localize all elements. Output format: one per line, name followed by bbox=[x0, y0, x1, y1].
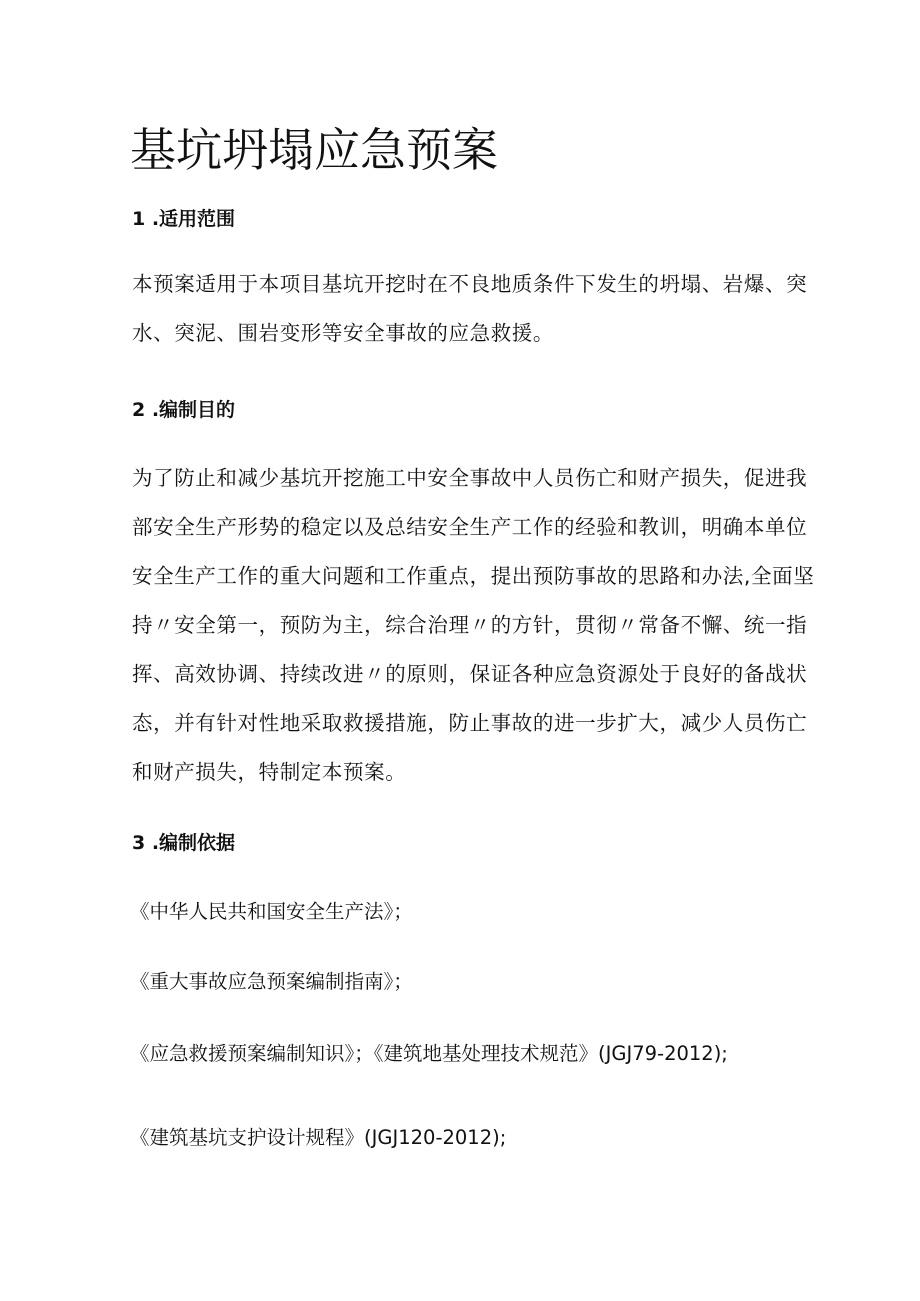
reference-item: 《应急救援预案编制知识》；《建筑地基处理技术规范》(JGJ79-2012); bbox=[130, 1042, 728, 1065]
section-2-paragraph bbox=[132, 454, 815, 797]
paragraph-line: 态，并有针对性地采取救援措施，防止事故的进一步扩大，减少人员伤亡 bbox=[132, 711, 808, 735]
section-1-paragraph bbox=[132, 260, 808, 358]
paragraph-line: 挥、高效协调、持续改进〃的原则，保证各种应急资源处于良好的备战状 bbox=[132, 662, 808, 686]
paragraph-line: 安全生产工作的重大问题和工作重点，提出预防事故的思路和办法,全面坚 bbox=[132, 564, 815, 588]
document-title: 基坑坍塌应急预案 bbox=[130, 123, 498, 177]
section-1-heading: 1 .适用范围 bbox=[132, 208, 236, 230]
paragraph-line: 水、突泥、围岩变形等安全事故的应急救援。 bbox=[132, 321, 554, 345]
paragraph-line: 持〃安全第一，预防为主，综合治理〃的方针，贯彻〃常备不懈、统一指 bbox=[132, 613, 808, 637]
paragraph-line: 和财产损失，特制定本预案。 bbox=[132, 760, 407, 784]
section-3-heading: 3 .编制依据 bbox=[132, 832, 236, 854]
reference-item: 《重大事故应急预案编制指南》； bbox=[130, 970, 413, 993]
paragraph-line: 部安全生产形势的稳定以及总结安全生产工作的经验和教训，明确本单位 bbox=[132, 515, 808, 539]
paragraph-line: 为了防止和减少基坑开挖施工中安全事故中人员伤亡和财产损失，促进我 bbox=[132, 466, 808, 490]
section-2-heading: 2 .编制目的 bbox=[132, 399, 236, 421]
reference-item: 《中华人民共和国安全生产法》； bbox=[130, 900, 413, 923]
paragraph-line: 本预案适用于本项目基坑开挖时在不良地质条件下发生的坍塌、岩爆、突 bbox=[132, 272, 808, 296]
reference-item: 《建筑基坑支护设计规程》(JGJ120-2012); bbox=[130, 1126, 507, 1149]
